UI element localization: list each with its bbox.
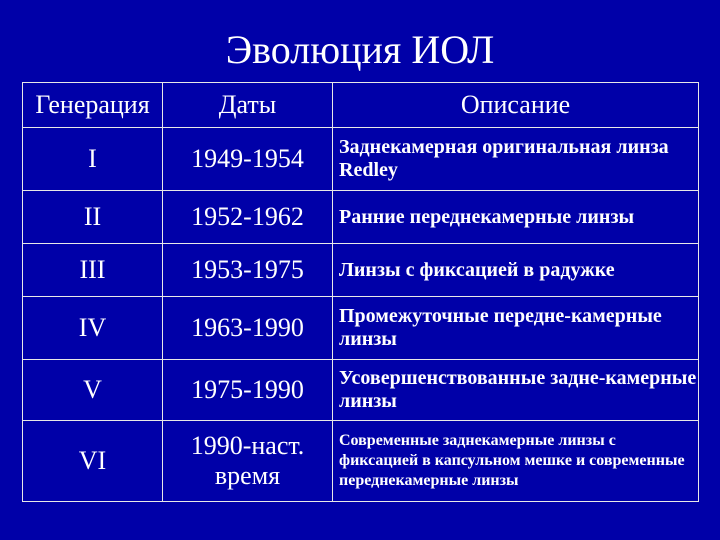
- dates-cell: 1953-1975: [163, 244, 333, 297]
- table-row: [23, 191, 699, 244]
- dates-cell: 1963-1990: [163, 297, 333, 360]
- description-cell: Современные заднекамерные линзы с фиксацией в капсульном мешке и современные переднекамерные линзы: [333, 421, 699, 502]
- dates-cell: 1952-1962: [163, 191, 333, 244]
- dates-cell: 1949-1954: [163, 128, 333, 191]
- header-description: Описание: [333, 83, 699, 128]
- description-cell: Линзы с фиксацией в радужке: [333, 244, 699, 297]
- generation-cell: VI: [23, 421, 163, 502]
- generation-cell: V: [23, 360, 163, 421]
- dates-cell: 1975-1990: [163, 360, 333, 421]
- header-generation: Генерация: [23, 83, 163, 128]
- dates-cell: 1990-наст. время: [163, 421, 333, 502]
- table-row: [23, 297, 699, 360]
- generation-cell: III: [23, 244, 163, 297]
- table-row: [23, 128, 699, 191]
- table-row: [23, 421, 699, 502]
- slide-title: Эволюция ИОЛ: [225, 27, 495, 72]
- description-cell: Заднекамерная оригинальная линза Redley: [333, 128, 699, 191]
- table-row: [23, 244, 699, 297]
- generation-cell: IV: [23, 297, 163, 360]
- table-row: [23, 360, 699, 421]
- generation-cell: I: [23, 128, 163, 191]
- header-dates: Даты: [163, 83, 333, 128]
- description-cell: Усовершенствованные задне-камерные линзы: [333, 360, 699, 421]
- generation-cell: II: [23, 191, 163, 244]
- table-header-row: [23, 83, 699, 128]
- description-cell: Ранние переднекамерные линзы: [333, 191, 699, 244]
- iol-evolution-table: [22, 82, 699, 502]
- description-cell: Промежуточные передне-камерные линзы: [333, 297, 699, 360]
